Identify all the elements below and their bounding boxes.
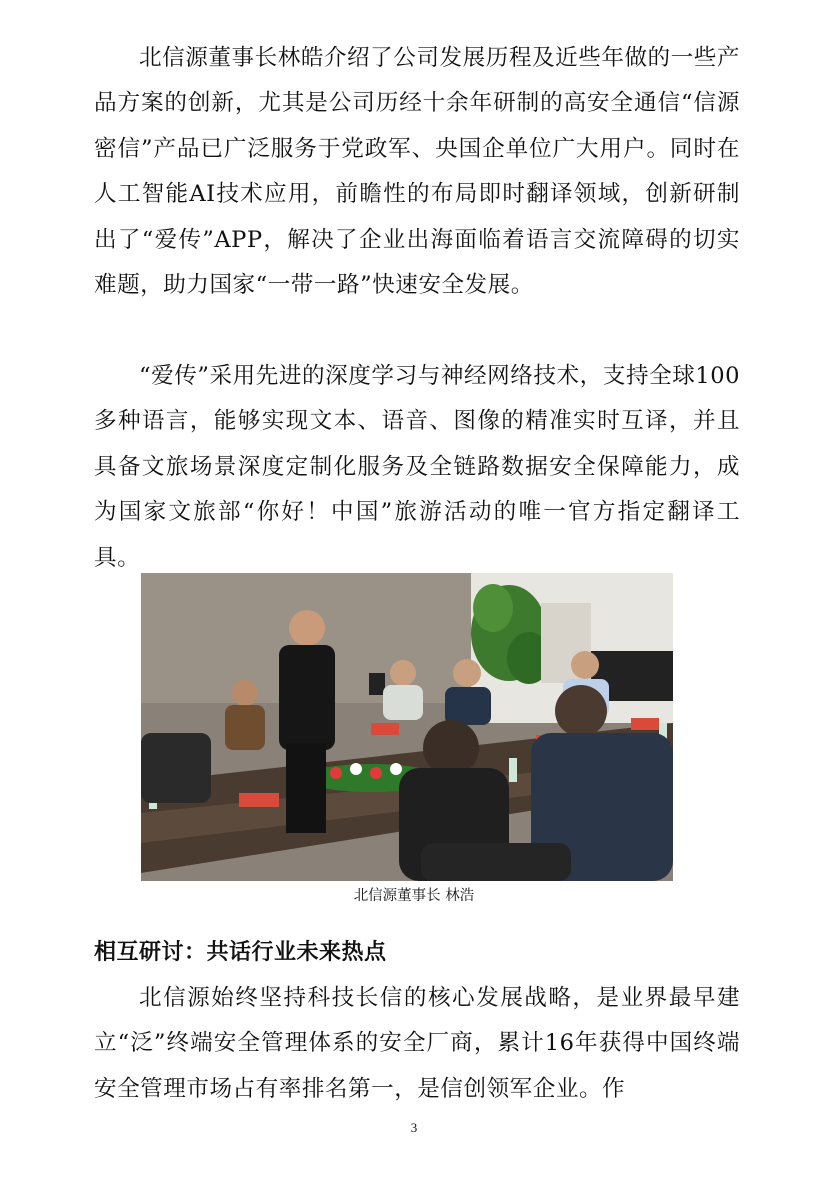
body-paragraph-1: 北信源董事长林皓介绍了公司发展历程及近些年做的一些产品方案的创新，尤其是公司历经十余年研制的高安全通信“信源密信”产品已广泛服务于党政军、央国企单位广大用户。同时在人工智能AI技术应用，前瞻性的布局即时翻译领域，创新研制出了“爱传”APP，解决了企业出海面临着语言交流障碍的切实难题，助力国家“一带一路”快速安全发展。 [94,45,740,299]
body-paragraph-3: 北信源始终坚持科技长信的核心发展战略，是业界最早建立“泛”终端安全管理体系的安全厂商，累计16年获得中国终端安全管理市场占有率排名第一，是信创领军企业。作 [94,985,740,1102]
body-paragraph-2: “爱传”采用先进的深度学习与神经网络技术，支持全球100多种语言，能够实现文本、语音、图像的精准实时互译，并且具备文旅场景深度定制化服务及全链路数据安全保障能力，成为国家文旅部“你好！中国”旅游活动的唯一官方指定翻译工具。 [94,363,740,571]
page-number: 3 [410,1120,418,1135]
section-heading: 相互研讨：共话行业未来热点 [94,940,387,965]
meeting-photo [141,573,673,881]
photo-caption: 北信源董事长 林浩 [353,888,475,904]
